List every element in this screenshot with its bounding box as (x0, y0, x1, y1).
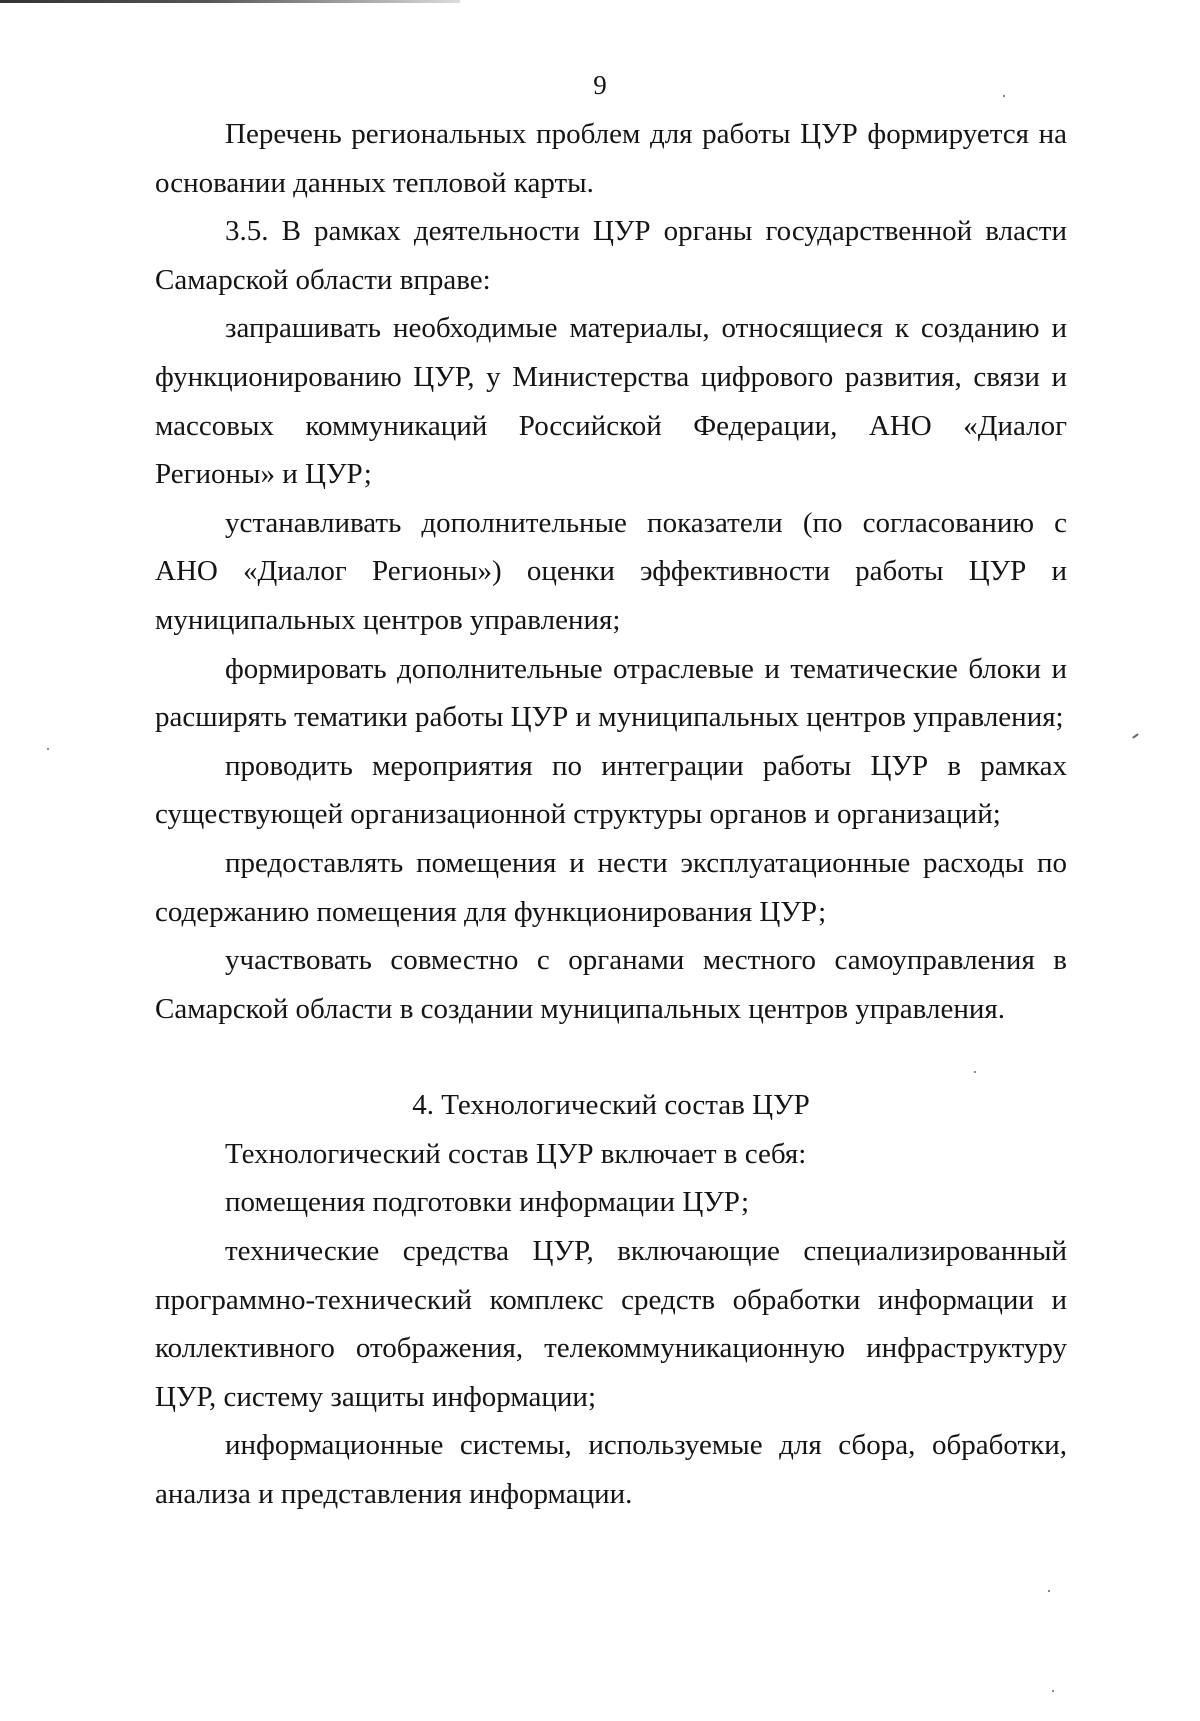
list-item: помещения подготовки информации ЦУР; (225, 1186, 750, 1219)
paragraph: Технологический состав ЦУР включает в себя: (225, 1137, 807, 1170)
list-item: предоставлять помещения и нести эксплуатационные расходы по содержанию помещения для функционирования ЦУР; (155, 846, 1067, 928)
list-item: информационные системы, используемые для сбора, обработки, анализа и представления информации. (155, 1429, 1067, 1511)
list-item: устанавливать дополнительные показатели (по согласованию с АНО «Диалог Регионы») оценки эффективности работы ЦУР и муниципальных центров управления; (155, 506, 1067, 636)
list-item: формировать дополнительные отраслевые и тематические блоки и расширять тематики работы ЦУР и муниципальных центров управления; (155, 652, 1067, 734)
document-body (155, 110, 1067, 1519)
page-number: 9 (593, 70, 607, 100)
scan-speck (974, 1071, 976, 1073)
list-item: проводить мероприятия по интеграции работы ЦУР в рамках существующей организационной структуры органов и организаций; (155, 749, 1067, 831)
scan-speck (1052, 1690, 1054, 1692)
scan-speck (1048, 1590, 1050, 1592)
scan-speck (1003, 95, 1005, 97)
paragraph: Перечень региональных проблем для работы ЦУР формируется на основании данных тепловой карты. (155, 118, 1067, 199)
list-item: запрашивать необходимые материалы, относящиеся к созданию и функционированию ЦУР, у Министерства цифрового развития, связи и массовых коммуникаций Российской Федерации, АНО «Диалог Регионы» и ЦУР; (155, 312, 1067, 491)
list-item: технические средства ЦУР, включающие специализированный программно-технический комплекс средств обработки информации и коллективного отображения, телекоммуникационную инфраструктуру ЦУР, систему защиты информации; (155, 1235, 1067, 1413)
paragraph-section-3-5: 3.5. В рамках деятельности ЦУР органы государственной власти Самарской области вправе: (155, 215, 1067, 296)
section-heading: 4. Технологический состав ЦУР (412, 1089, 810, 1122)
scan-speck (47, 748, 49, 750)
list-item: участвовать совместно с органами местного самоуправления в Самарской области в создании муниципальных центров управления. (155, 944, 1067, 1025)
scan-edge-line (0, 0, 460, 3)
scan-speck (1132, 733, 1139, 739)
